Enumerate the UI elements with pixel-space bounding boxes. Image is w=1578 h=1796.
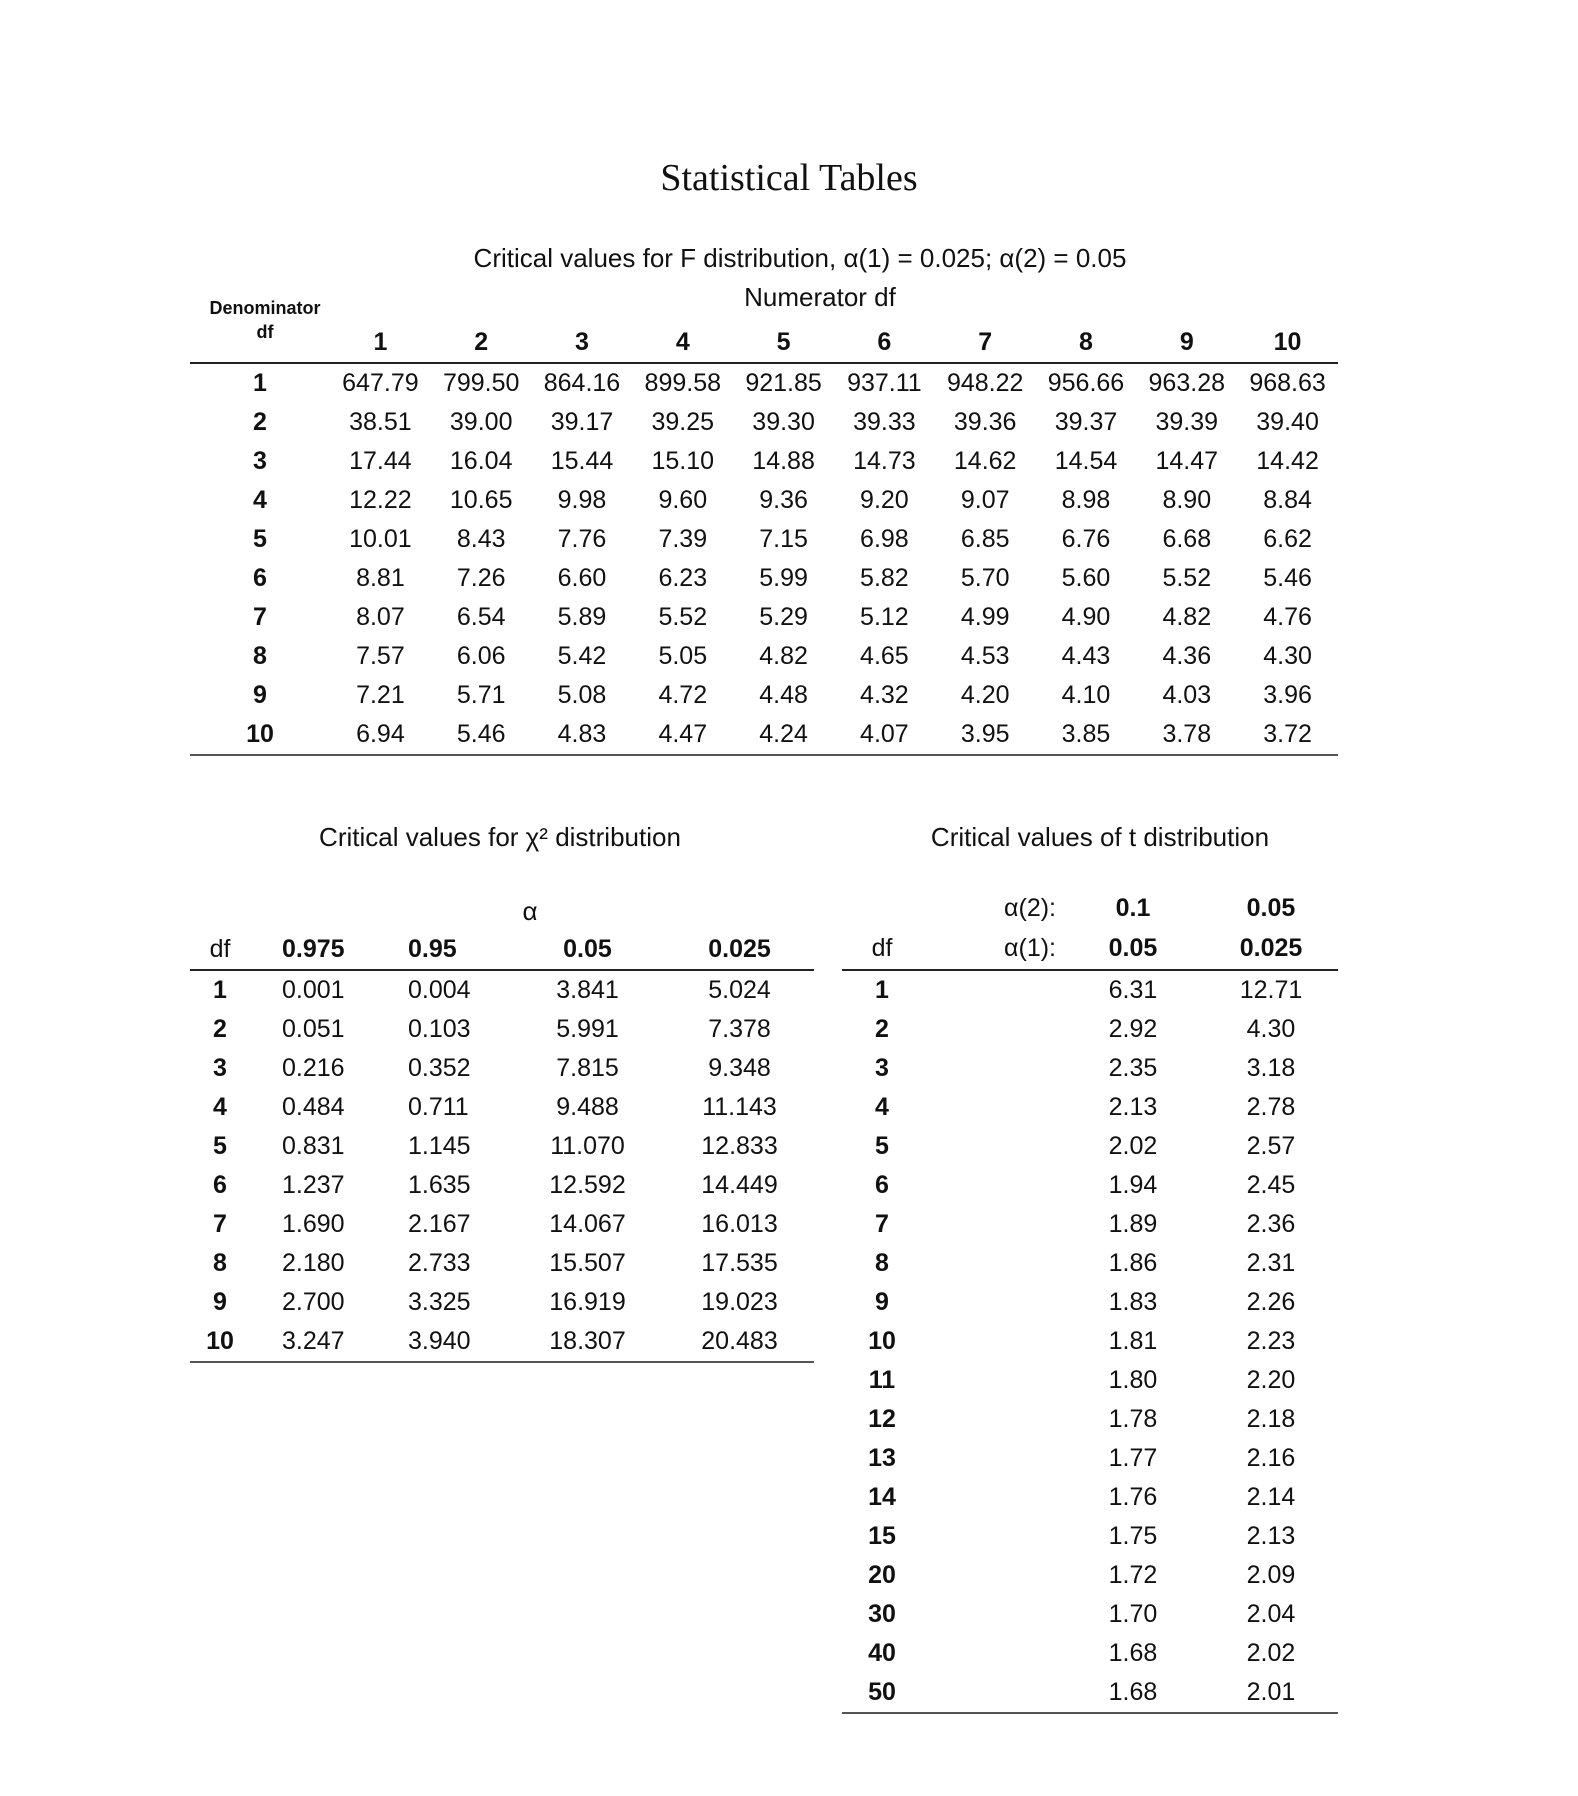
- f-cell: 7.57: [356, 642, 405, 670]
- f-cell: 4.48: [759, 681, 808, 709]
- chi-cell: 16.919: [549, 1288, 626, 1316]
- f-cell: 7.39: [658, 525, 708, 553]
- chi-cell: 0.711: [408, 1093, 469, 1121]
- f-cell: 8.90: [1162, 486, 1212, 514]
- t-table-title: Critical values of t distribution: [930, 822, 1270, 852]
- chi-table-row: [190, 1283, 814, 1322]
- chi-cell: 1.635: [408, 1171, 471, 1199]
- chi-cell: 19.023: [701, 1288, 778, 1316]
- f-cell: 14.42: [1256, 447, 1319, 475]
- chi-row-df: 3: [213, 1054, 227, 1082]
- t-row-df: 1: [875, 976, 889, 1004]
- f-cell: 4.43: [1061, 642, 1111, 670]
- f-table-row: [190, 403, 1338, 442]
- chi-cell: 14.449: [701, 1171, 778, 1199]
- t-cell: 4.30: [1246, 1015, 1296, 1043]
- chi-df-header: df: [209, 934, 231, 963]
- t-cell: 2.45: [1246, 1171, 1296, 1199]
- f-row-df: 6: [253, 564, 267, 592]
- t-row-df: 20: [868, 1561, 896, 1589]
- f-cell: 3.72: [1263, 720, 1312, 748]
- f-cell: 9.07: [960, 486, 1010, 514]
- t-cell: 1.70: [1108, 1600, 1158, 1628]
- t-table-row: [842, 1673, 1338, 1712]
- f-table-title: Critical values for F distribution, α(1) = 0.025; α(2) = 0.05: [473, 243, 1127, 273]
- t-cell: 1.76: [1108, 1483, 1158, 1511]
- t-cell: 2.23: [1246, 1327, 1296, 1355]
- f-row-df: 1: [253, 369, 267, 397]
- f-table-row: [190, 442, 1338, 481]
- chi-cell: 2.700: [282, 1288, 345, 1316]
- chi-row-df: 4: [213, 1093, 227, 1121]
- t-table-row: [842, 1010, 1338, 1049]
- t-table-row: [842, 1127, 1338, 1166]
- f-cell: 4.47: [658, 720, 708, 748]
- t-cell: 1.68: [1108, 1639, 1158, 1667]
- f-column-header: 4: [675, 327, 690, 356]
- f-cell: 968.63: [1249, 369, 1326, 397]
- f-cell: 14.54: [1054, 447, 1118, 475]
- f-cell: 6.54: [456, 603, 506, 631]
- t-row-df: 2: [875, 1015, 889, 1043]
- f-row-df: 7: [253, 603, 267, 631]
- chi-cell: 3.940: [408, 1327, 471, 1355]
- chi-cell: 9.348: [708, 1054, 771, 1082]
- chi-row-df: 1: [213, 976, 227, 1004]
- f-cell: 7.21: [356, 681, 405, 709]
- f-cell: 6.94: [356, 720, 405, 748]
- chi-cell: 2.167: [408, 1210, 471, 1238]
- f-cell: 4.65: [860, 642, 909, 670]
- chi-cell: 0.831: [282, 1132, 345, 1160]
- t-alpha2-label: α(2):: [1004, 894, 1056, 922]
- chi-column-header: 0.975: [282, 934, 345, 963]
- chi-table-row: [190, 1010, 814, 1049]
- f-cell: 39.33: [853, 408, 916, 436]
- t-row-df: 8: [875, 1249, 889, 1277]
- chi-cell: 0.103: [408, 1015, 471, 1043]
- f-table-body: [190, 364, 1338, 756]
- chi-cell: 7.815: [556, 1054, 619, 1082]
- f-cell: 5.46: [456, 720, 506, 748]
- f-cell: 5.12: [860, 603, 909, 631]
- f-cell: 4.72: [658, 681, 708, 709]
- f-denominator-label-line1: Denominator: [209, 298, 321, 318]
- t-cell: 2.92: [1108, 1015, 1158, 1043]
- chi-row-df: 9: [213, 1288, 227, 1316]
- f-column-header: 1: [373, 327, 388, 356]
- f-cell: 799.50: [442, 369, 520, 397]
- f-cell: 4.53: [960, 642, 1010, 670]
- f-cell: 6.06: [456, 642, 506, 670]
- t-row-df: 50: [868, 1678, 896, 1706]
- f-cell: 4.07: [860, 720, 909, 748]
- t-cell: 1.94: [1108, 1171, 1158, 1199]
- t-table-row: [842, 1283, 1338, 1322]
- f-table-row: [190, 559, 1338, 598]
- t-table-row: [842, 1049, 1338, 1088]
- f-row-df: 4: [253, 486, 267, 514]
- t-table-row: [842, 1556, 1338, 1595]
- t-table-row: [842, 1517, 1338, 1556]
- f-distribution-table: [190, 322, 1338, 756]
- chi-cell: 7.378: [708, 1015, 771, 1043]
- f-cell: 5.89: [557, 603, 607, 631]
- t-cell: 1.89: [1108, 1210, 1158, 1238]
- f-column-header: 9: [1179, 327, 1194, 356]
- f-cell: 10.65: [449, 486, 513, 514]
- t-row-df: 30: [868, 1600, 896, 1628]
- t-cell: 2.20: [1246, 1366, 1296, 1394]
- t-cell: 1.78: [1108, 1405, 1158, 1433]
- f-cell: 6.62: [1263, 525, 1312, 553]
- f-cell: 38.51: [349, 408, 412, 436]
- t-cell: 2.14: [1246, 1483, 1296, 1511]
- f-cell: 14.62: [953, 447, 1017, 475]
- f-cell: 3.96: [1263, 681, 1312, 709]
- chi-row-df: 8: [213, 1249, 227, 1277]
- t-cell: 2.13: [1246, 1522, 1296, 1550]
- chi-cell: 14.067: [549, 1210, 626, 1238]
- f-cell: 6.98: [860, 525, 909, 553]
- chi-table-row: [190, 1244, 814, 1283]
- chi-cell: 12.592: [549, 1171, 626, 1199]
- chi-row-df: 2: [213, 1015, 227, 1043]
- t-cell: 2.16: [1246, 1444, 1296, 1472]
- chi-table-row: [190, 1205, 814, 1244]
- f-cell: 937.11: [847, 369, 922, 397]
- f-cell: 8.43: [456, 525, 506, 553]
- t-cell: 2.57: [1246, 1132, 1296, 1160]
- chi-cell: 0.216: [282, 1054, 345, 1082]
- f-cell: 6.68: [1162, 525, 1212, 553]
- f-cell: 39.30: [752, 408, 815, 436]
- chi-cell: 9.488: [556, 1093, 619, 1121]
- f-cell: 5.42: [557, 642, 607, 670]
- f-cell: 4.20: [960, 681, 1010, 709]
- f-cell: 9.60: [658, 486, 708, 514]
- t-distribution-table: [842, 889, 1338, 1714]
- t-table-row: [842, 1595, 1338, 1634]
- f-cell: 5.46: [1263, 564, 1312, 592]
- f-cell: 39.40: [1256, 408, 1319, 436]
- f-cell: 9.98: [557, 486, 607, 514]
- f-cell: 3.78: [1162, 720, 1212, 748]
- t-table-row: [842, 1400, 1338, 1439]
- t-table-row: [842, 1634, 1338, 1673]
- chi-header-row: [190, 929, 814, 971]
- t-alpha1-row: [842, 928, 1338, 971]
- f-table-row: [190, 676, 1338, 715]
- f-cell: 6.76: [1061, 525, 1111, 553]
- f-cell: 8.98: [1061, 486, 1111, 514]
- f-cell: 647.79: [342, 369, 419, 397]
- chi-cell: 0.051: [282, 1015, 345, 1043]
- t-cell: 2.26: [1246, 1288, 1296, 1316]
- f-cell: 5.70: [960, 564, 1010, 592]
- t-table-row: [842, 1439, 1338, 1478]
- chi-table-row: [190, 1088, 814, 1127]
- chi-table-body: [190, 971, 814, 1363]
- t-row-df: 10: [868, 1327, 896, 1355]
- t-row-df: 15: [868, 1522, 896, 1550]
- t-table-row: [842, 1244, 1338, 1283]
- t-row-df: 12: [868, 1405, 896, 1433]
- t-alpha1-value: 0.025: [1239, 934, 1303, 962]
- f-table-row: [190, 520, 1338, 559]
- chi-cell: 12.833: [701, 1132, 778, 1160]
- chi-cell: 11.070: [550, 1132, 625, 1160]
- chi-row-df: 5: [213, 1132, 227, 1160]
- t-cell: 3.18: [1246, 1054, 1296, 1082]
- f-column-header: 5: [776, 327, 791, 356]
- t-table-row: [842, 1361, 1338, 1400]
- f-cell: 39.25: [651, 408, 715, 436]
- f-table-row: [190, 481, 1338, 520]
- f-cell: 5.52: [658, 603, 708, 631]
- chi-cell: 5.991: [556, 1015, 619, 1043]
- chi-cell: 11.143: [702, 1093, 777, 1121]
- f-cell: 39.17: [550, 408, 614, 436]
- t-cell: 2.31: [1246, 1249, 1296, 1277]
- f-cell: 9.20: [860, 486, 909, 514]
- chi-table-title: Critical values for χ² distribution: [319, 822, 681, 852]
- t-cell: 1.77: [1108, 1444, 1158, 1472]
- t-cell: 2.36: [1246, 1210, 1296, 1238]
- t-cell: 1.81: [1108, 1327, 1158, 1355]
- f-denominator-label-line2: df: [256, 322, 274, 342]
- t-cell: 6.31: [1108, 976, 1158, 1004]
- f-cell: 5.71: [456, 681, 506, 709]
- f-cell: 963.28: [1148, 369, 1225, 397]
- t-cell: 1.80: [1108, 1366, 1158, 1394]
- chi-cell: 1.145: [408, 1132, 471, 1160]
- t-row-df: 7: [875, 1210, 889, 1238]
- chi-table-row: [190, 1166, 814, 1205]
- chi-row-df: 7: [213, 1210, 227, 1238]
- f-cell: 7.76: [557, 525, 607, 553]
- t-cell: 1.86: [1108, 1249, 1158, 1277]
- t-row-df: 4: [875, 1093, 889, 1121]
- chi-cell: 0.001: [282, 976, 345, 1004]
- chi-square-table: [190, 929, 814, 1363]
- f-cell: 4.36: [1162, 642, 1212, 670]
- t-cell: 2.13: [1108, 1093, 1158, 1121]
- f-cell: 39.36: [953, 408, 1017, 436]
- t-table-row: [842, 1322, 1338, 1361]
- f-cell: 39.00: [449, 408, 513, 436]
- t-df-header: df: [871, 934, 893, 962]
- t-row-df: 3: [875, 1054, 889, 1082]
- f-cell: 10.01: [349, 525, 412, 553]
- f-cell: 9.36: [759, 486, 808, 514]
- t-alpha1-label: α(1):: [1004, 934, 1056, 962]
- chi-cell: 1.237: [282, 1171, 345, 1199]
- page-title: Statistical Tables: [660, 157, 918, 199]
- chi-column-header: 0.025: [708, 934, 771, 963]
- f-row-df: 10: [246, 720, 274, 748]
- f-cell: 12.22: [349, 486, 412, 514]
- chi-cell: 0.352: [408, 1054, 471, 1082]
- f-cell: 17.44: [349, 447, 412, 475]
- f-cell: 15.10: [651, 447, 715, 475]
- t-row-df: 11: [868, 1366, 896, 1394]
- f-numerator-label: Numerator df: [744, 282, 896, 312]
- f-cell: 14.47: [1155, 447, 1219, 475]
- f-cell: 4.10: [1061, 681, 1111, 709]
- f-cell: 4.82: [759, 642, 808, 670]
- t-cell: 2.01: [1246, 1678, 1296, 1706]
- t-cell: 2.78: [1246, 1093, 1296, 1121]
- f-row-df: 3: [253, 447, 267, 475]
- f-cell: 4.32: [860, 681, 909, 709]
- f-header-row: [190, 322, 1338, 364]
- t-cell: 2.18: [1246, 1405, 1296, 1433]
- f-column-header: 6: [877, 327, 892, 356]
- f-column-header: 7: [978, 327, 993, 356]
- t-alpha2-value: 0.05: [1246, 894, 1296, 922]
- f-column-header: 10: [1273, 327, 1302, 356]
- f-cell: 956.66: [1047, 369, 1125, 397]
- f-cell: 4.76: [1263, 603, 1312, 631]
- f-cell: 6.23: [658, 564, 708, 592]
- chi-cell: 0.004: [408, 976, 471, 1004]
- f-cell: 3.95: [960, 720, 1010, 748]
- f-cell: 899.58: [644, 369, 722, 397]
- f-cell: 8.07: [356, 603, 405, 631]
- f-row-df: 2: [253, 408, 267, 436]
- chi-row-df: 6: [213, 1171, 227, 1199]
- t-row-df: 5: [875, 1132, 889, 1160]
- f-cell: 15.44: [550, 447, 614, 475]
- t-table-row: [842, 971, 1338, 1010]
- f-cell: 4.83: [557, 720, 607, 748]
- f-table-row: [190, 598, 1338, 637]
- f-cell: 921.85: [745, 369, 822, 397]
- chi-row-df: 10: [206, 1327, 234, 1355]
- f-cell: 5.29: [759, 603, 808, 631]
- t-table-row: [842, 1205, 1338, 1244]
- chi-table-row: [190, 1322, 814, 1361]
- f-cell: 8.81: [356, 564, 405, 592]
- f-cell: 7.15: [759, 525, 808, 553]
- chi-cell: 3.325: [408, 1288, 471, 1316]
- f-cell: 4.90: [1061, 603, 1111, 631]
- t-row-df: 6: [875, 1171, 889, 1199]
- t-cell: 1.68: [1108, 1678, 1158, 1706]
- f-cell: 948.22: [946, 369, 1024, 397]
- chi-table-row: [190, 971, 814, 1010]
- chi-table-row: [190, 1049, 814, 1088]
- f-column-header: 2: [474, 327, 489, 356]
- f-cell: 5.52: [1162, 564, 1212, 592]
- t-cell: 12.71: [1239, 976, 1303, 1004]
- t-cell: 1.75: [1108, 1522, 1158, 1550]
- chi-cell: 5.024: [708, 976, 771, 1004]
- f-cell: 4.82: [1162, 603, 1212, 631]
- f-cell: 8.84: [1263, 486, 1312, 514]
- f-cell: 14.73: [853, 447, 916, 475]
- t-row-df: 9: [875, 1288, 889, 1316]
- f-cell: 16.04: [449, 447, 513, 475]
- f-cell: 7.26: [456, 564, 506, 592]
- f-row-df: 8: [253, 642, 267, 670]
- t-alpha1-value: 0.05: [1108, 934, 1158, 962]
- t-cell: 1.72: [1108, 1561, 1158, 1589]
- f-column-header: 8: [1079, 327, 1093, 356]
- f-cell: 6.60: [557, 564, 607, 592]
- t-table-row: [842, 1166, 1338, 1205]
- t-row-df: 14: [868, 1483, 896, 1511]
- t-table-row: [842, 1478, 1338, 1517]
- f-row-df: 9: [253, 681, 267, 709]
- chi-cell: 0.484: [282, 1093, 345, 1121]
- f-cell: 864.16: [543, 369, 621, 397]
- f-cell: 39.37: [1054, 408, 1118, 436]
- chi-column-header: 0.95: [408, 934, 457, 963]
- chi-cell: 20.483: [701, 1327, 778, 1355]
- f-cell: 5.05: [658, 642, 708, 670]
- t-cell: 2.35: [1108, 1054, 1158, 1082]
- chi-cell: 1.690: [282, 1210, 345, 1238]
- f-cell: 39.39: [1155, 408, 1219, 436]
- chi-alpha-label: α: [522, 896, 538, 926]
- f-cell: 4.99: [960, 603, 1010, 631]
- f-cell: 5.82: [860, 564, 909, 592]
- f-table-row: [190, 715, 1338, 754]
- chi-table-row: [190, 1127, 814, 1166]
- t-cell: 2.02: [1108, 1132, 1158, 1160]
- f-cell: 5.99: [759, 564, 808, 592]
- f-cell: 4.30: [1263, 642, 1312, 670]
- f-cell: 4.03: [1162, 681, 1212, 709]
- f-cell: 14.88: [752, 447, 815, 475]
- t-alpha2-value: 0.1: [1115, 894, 1151, 922]
- chi-cell: 3.247: [282, 1327, 345, 1355]
- f-table-row: [190, 364, 1338, 403]
- t-alpha2-row: [842, 889, 1338, 928]
- chi-cell: 17.535: [701, 1249, 778, 1277]
- chi-cell: 15.507: [549, 1249, 626, 1277]
- t-row-df: 13: [868, 1444, 896, 1472]
- chi-cell: 18.307: [549, 1327, 626, 1355]
- chi-cell: 16.013: [701, 1210, 778, 1238]
- chi-cell: 2.180: [282, 1249, 345, 1277]
- f-row-df: 5: [253, 525, 267, 553]
- f-table-row: [190, 637, 1338, 676]
- t-cell: 2.09: [1246, 1561, 1296, 1589]
- f-cell: 5.08: [557, 681, 607, 709]
- t-table-body: [842, 971, 1338, 1714]
- t-cell: 2.02: [1246, 1639, 1296, 1667]
- t-row-df: 40: [868, 1639, 896, 1667]
- chi-cell: 3.841: [556, 976, 619, 1004]
- t-cell: 2.04: [1246, 1600, 1296, 1628]
- f-cell: 3.85: [1061, 720, 1111, 748]
- f-cell: 4.24: [759, 720, 808, 748]
- t-table-row: [842, 1088, 1338, 1127]
- t-cell: 1.83: [1108, 1288, 1158, 1316]
- f-column-header: 3: [575, 327, 589, 356]
- chi-cell: 2.733: [408, 1249, 471, 1277]
- chi-column-header: 0.05: [563, 934, 612, 963]
- f-cell: 6.85: [960, 525, 1010, 553]
- f-cell: 5.60: [1061, 564, 1111, 592]
